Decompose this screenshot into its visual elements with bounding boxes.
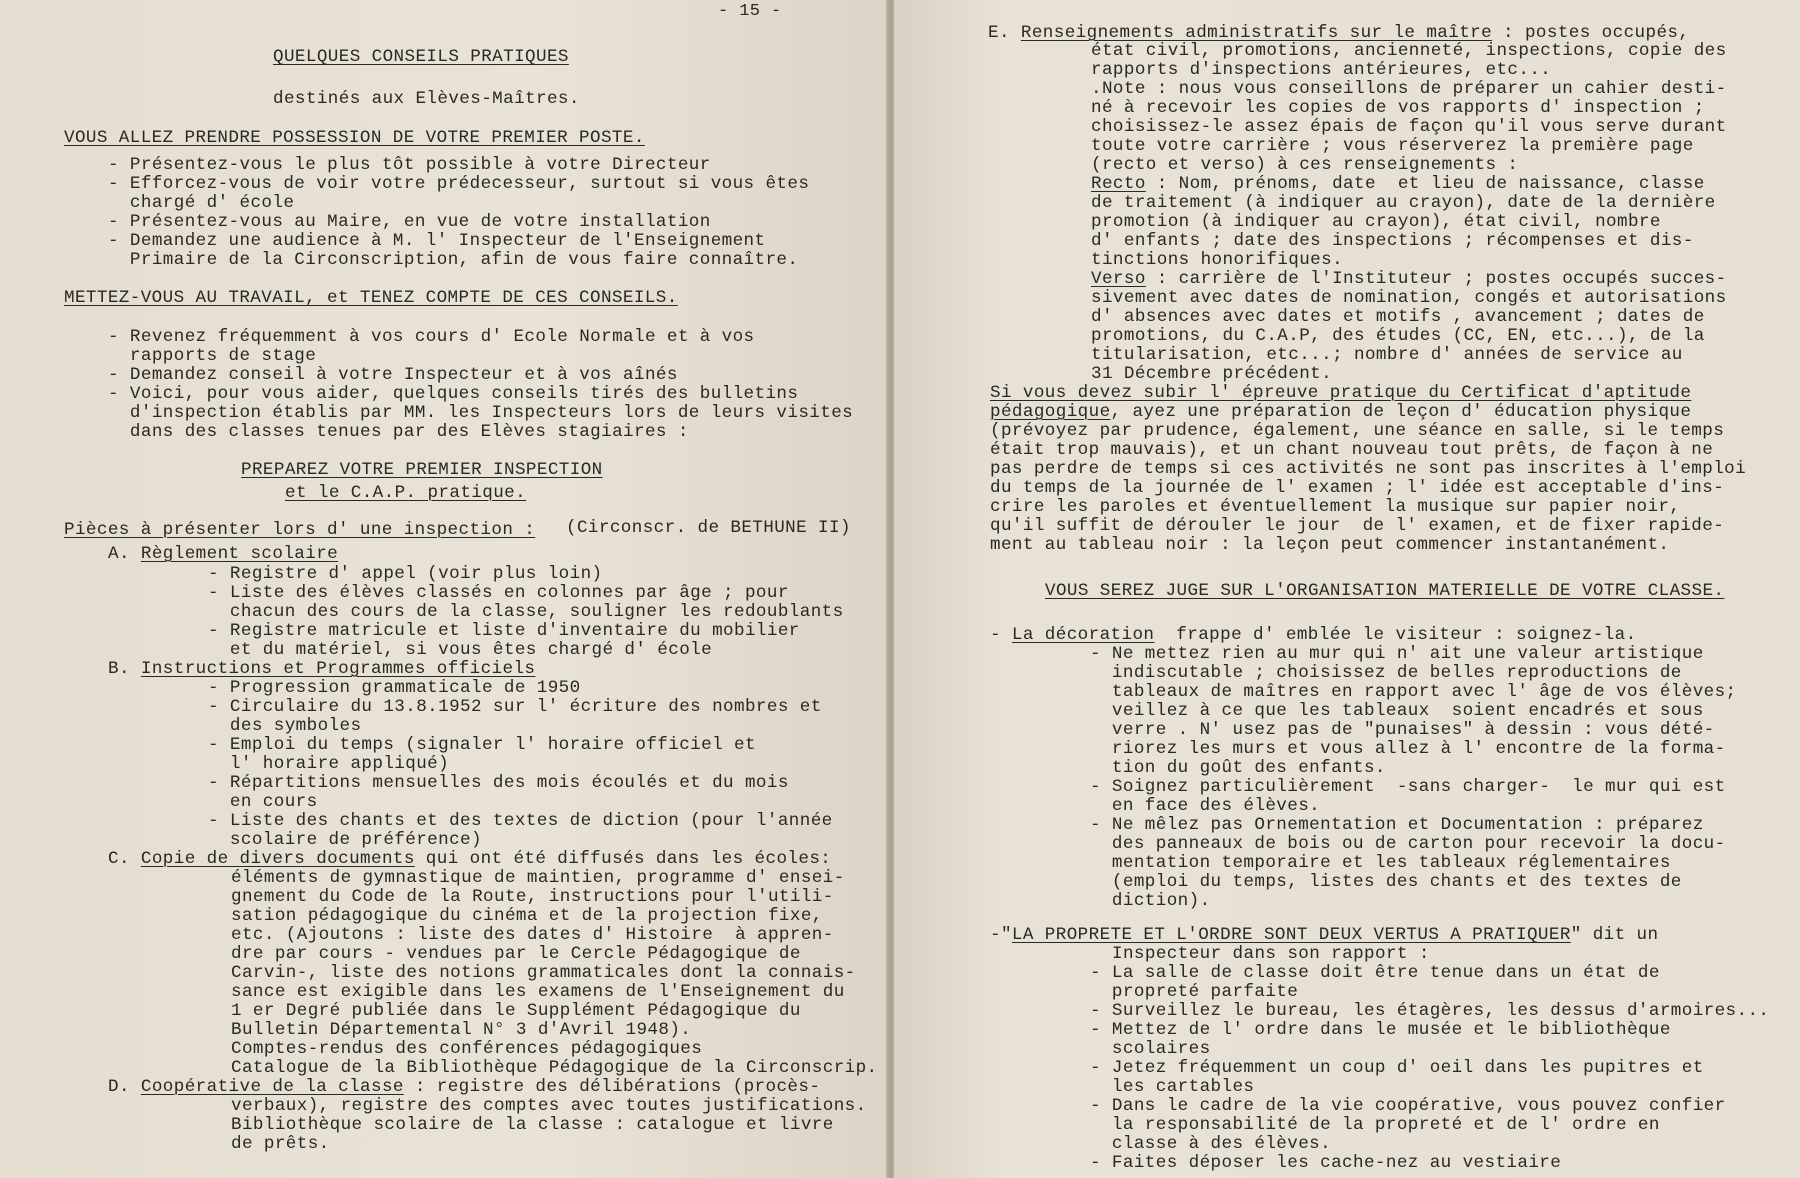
- paragraph-line: verbaux), registre des comptes avec toutes justifications.: [231, 1096, 867, 1116]
- list-item: - Liste des élèves classés en colonnes par âge ; pour: [208, 583, 789, 603]
- paragraph-line: dre par cours - vendues par le Cercle Pédagogique de: [231, 944, 801, 964]
- recto-line: de traitement (à indiquer au crayon), date de la dernière: [1091, 193, 1716, 213]
- list-item: - Emploi du temps (signaler l' horaire officiel et: [208, 735, 756, 755]
- list-item: l' horaire appliqué): [208, 754, 450, 774]
- verso-line: 31 Décembre précédent.: [1091, 364, 1333, 384]
- item-label-c: C. Copie de divers documents qui ont été diffusés dans les écoles:: [108, 849, 832, 869]
- doc-subtitle: destinés aux Elèves-Maîtres.: [273, 89, 580, 109]
- list-item: - Répartitions mensuelles des mois écoulés et du mois: [208, 773, 789, 793]
- recto-line: Recto : Nom, prénoms, date et lieu de naissance, classe: [1091, 174, 1705, 194]
- paragraph-line: gnement du Code de la Route, instructions pour l'utili-: [231, 887, 834, 907]
- cap-heading-cont: pédagogique: [990, 402, 1111, 422]
- item-title-e: Renseignements administratifs sur le maître: [1020, 23, 1493, 43]
- list-item: - Présentez-vous le plus tôt possible à votre Directeur: [108, 155, 711, 175]
- item-label-b: B. Instructions et Programmes officiels: [108, 659, 536, 679]
- list-item: d'inspection établis par MM. les Inspecteurs lors de leurs visites: [108, 403, 854, 423]
- section-heading-cap: et le C.A.P. pratique.: [285, 483, 527, 503]
- note-line: (recto et verso) à ces renseignements :: [1091, 155, 1519, 175]
- list-item: - Registre d' appel (voir plus loin): [208, 564, 603, 584]
- item-label-a: A. Règlement scolaire: [108, 544, 339, 564]
- section-heading-inspection: PREPAREZ VOTRE PREMIER INSPECTION: [241, 460, 603, 480]
- list-item: veillez à ce que les tableaux soient encadrés et sous: [1090, 701, 1704, 721]
- list-item: - Ne mêlez pas Ornementation et Documentation : préparez: [1090, 815, 1704, 835]
- list-item: - Surveillez le bureau, les étagères, les dessus d'armoires...: [1090, 1001, 1770, 1021]
- verso-line: Verso : carrière de l'Instituteur ; postes occupés succes-: [1091, 269, 1727, 289]
- decoration-title: La décoration: [1011, 625, 1155, 645]
- section-heading-organisation: VOUS SEREZ JUGE SUR L'ORGANISATION MATERIELLE DE VOTRE CLASSE.: [1045, 581, 1725, 601]
- right-page: [894, 0, 1800, 1178]
- list-item: indiscutable ; choisissez de belles reproductions de: [1090, 663, 1682, 683]
- cap-heading: Si vous devez subir l' épreuve pratique du Certificat d'aptitude: [990, 383, 1692, 403]
- cap-line: pas perdre de temps si ces activités ne sont pas inscrites à l'emploi: [990, 459, 1747, 479]
- item-title-b: Instructions et Programmes officiels: [140, 659, 536, 679]
- verso-line: sivement avec dates de nomination, congés et autorisations: [1091, 288, 1727, 308]
- item-label-e: E. Renseignements administratifs sur le maître : postes occupés,: [988, 23, 1690, 43]
- note-line: né à recevoir les copies de vos rapports d' inspection ;: [1091, 98, 1705, 118]
- paragraph-line: Comptes-rendus des conférences pédagogiques: [231, 1039, 703, 1059]
- list-item: - Liste des chants et des textes de diction (pour l'année: [208, 811, 833, 831]
- verso-line: promotions, du C.A.P, des études (CC, EN, etc...), de la: [1091, 326, 1705, 346]
- paragraph-line: sance est exigible dans les examens de l'Enseignement du: [231, 982, 845, 1002]
- cap-line: qu'il suffit de dérouler le jour de l' examen, et de fixer rapide-: [990, 516, 1725, 536]
- list-item: en cours: [208, 792, 318, 812]
- item-label-d: D. Coopérative de la classe : registre des délibérations (procès-: [108, 1077, 821, 1097]
- page-number: - 15 -: [718, 2, 782, 21]
- recto-line: d' enfants ; date des inspections ; récompenses et dis-: [1091, 231, 1694, 251]
- list-item: - Progression grammaticale de 1950: [208, 678, 581, 698]
- list-item: Inspecteur dans son rapport :: [1112, 944, 1430, 964]
- list-item: mentation temporaire et les tableaux réglementaires: [1090, 853, 1671, 873]
- paragraph-line: état civil, promotions, ancienneté, inspections, copie des: [1091, 41, 1727, 61]
- proprete-heading: -"LA PROPRETE ET L'ORDRE SONT DEUX VERTUS A PRATIQUER" dit un: [990, 925, 1659, 945]
- list-item: chargé d' école: [108, 193, 295, 213]
- list-item: la responsabilité de la propreté et de l' ordre en: [1090, 1115, 1660, 1135]
- list-item: - Jetez fréquemment un coup d' oeil dans les pupitres et: [1090, 1058, 1704, 1078]
- doc-title: QUELQUES CONSEILS PRATIQUES: [273, 47, 569, 67]
- recto-line: tinctions honorifiques.: [1091, 250, 1344, 270]
- section-heading-work: METTEZ-VOUS AU TRAVAIL, et TENEZ COMPTE DE CES CONSEILS.: [64, 288, 678, 308]
- cap-line: (prévoyez par prudence, également, une séance en salle, si le temps: [990, 421, 1725, 441]
- pieces-circonscription: (Circonscr. de BETHUNE II): [566, 518, 851, 538]
- list-item: tableaux de maîtres en rapport avec l' âge de vos élèves;: [1090, 682, 1737, 702]
- paragraph-line: de prêts.: [231, 1134, 330, 1154]
- cap-line: était trop mauvais), et un chant nouveau tout prêts, de façon à ne: [990, 440, 1714, 460]
- list-item: - Demandez une audience à M. l' Inspecteur de l'Enseignement: [108, 231, 766, 251]
- list-item: - Voici, pour vous aider, quelques conseils tirés des bulletins: [108, 384, 799, 404]
- list-item: diction).: [1090, 891, 1211, 911]
- list-item: scolaire de préférence): [208, 830, 482, 850]
- list-item: (emploi du temps, listes des chants et des textes de: [1090, 872, 1682, 892]
- list-item: - Circulaire du 13.8.1952 sur l' écriture des nombres et: [208, 697, 822, 717]
- list-item: - Présentez-vous au Maire, en vue de votre installation: [108, 212, 711, 232]
- paragraph-line: rapports d'inspections antérieures, etc...: [1091, 60, 1552, 80]
- list-item: et du matériel, si vous êtes chargé d' école: [208, 640, 713, 660]
- cap-line: crire les paroles et éventuellement la musique sur papier noir,: [990, 497, 1681, 517]
- list-item: riorez les murs et vous allez à l' encontre de la forma-: [1090, 739, 1726, 759]
- list-item: - Efforcez-vous de voir votre prédecesseur, surtout si vous êtes: [108, 174, 810, 194]
- note-line: toute votre carrière ; vous réserverez la première page: [1091, 136, 1694, 156]
- list-item: les cartables: [1090, 1077, 1255, 1097]
- list-item: des panneaux de bois ou de carton pour recevoir la docu-: [1090, 834, 1726, 854]
- section-heading-first-post: VOUS ALLEZ PRENDRE POSSESSION DE VOTRE PREMIER POSTE.: [64, 128, 645, 148]
- paragraph-line: Catalogue de la Bibliothèque Pédagogique de la Circonscrip.: [231, 1058, 878, 1078]
- list-item: - Demandez conseil à votre Inspecteur et à vos aînés: [108, 365, 678, 385]
- recto-line: promotion (à indiquer au crayon), état civil, nombre: [1091, 212, 1661, 232]
- recto-label: Recto: [1091, 174, 1146, 194]
- list-item: - Ne mettez rien au mur qui n' ait une valeur artistique: [1090, 644, 1704, 664]
- list-item: propreté parfaite: [1090, 982, 1299, 1002]
- list-item: verre . N' usez pas de "punaises" à dessin : vous dété-: [1090, 720, 1715, 740]
- list-item: - Faites déposer les cache-nez au vestiaire: [1090, 1153, 1562, 1173]
- paragraph-line: etc. (Ajoutons : liste des dates d' Histoire à appren-: [231, 925, 834, 945]
- list-item: scolaires: [1090, 1039, 1211, 1059]
- proprete-title: LA PROPRETE ET L'ORDRE SONT DEUX VERTUS A PRATIQUER: [1011, 925, 1571, 945]
- cap-line: pédagogique, ayez une préparation de leçon d' éducation physique: [990, 402, 1692, 422]
- paragraph-line: Bulletin Départemental N° 3 d'Avril 1948).: [231, 1020, 692, 1040]
- pieces-heading: Pièces à présenter lors d' une inspection :: [64, 520, 536, 540]
- list-item: - La salle de classe doit être tenue dans un état de: [1090, 963, 1660, 983]
- list-item: des symboles: [208, 716, 362, 736]
- note-line: choisissez-le assez épais de façon qu'il vous serve durant: [1091, 117, 1727, 137]
- list-item: classe à des élèves.: [1090, 1134, 1332, 1154]
- list-item: chacun des cours de la classe, souligner les redoublants: [208, 602, 844, 622]
- list-item: - Mettez de l' ordre dans le musée et le bibliothèque: [1090, 1020, 1671, 1040]
- paragraph-line: Bibliothèque scolaire de la classe : catalogue et livre: [231, 1115, 834, 1135]
- list-item: - Dans le cadre de la vie coopérative, vous pouvez confier: [1090, 1096, 1726, 1116]
- decoration-heading: - La décoration frappe d' emblée le visiteur : soignez-la.: [990, 625, 1637, 645]
- cap-line: du temps de la journée de l' examen ; l' idée est acceptable d'ins-: [990, 478, 1725, 498]
- list-item: en face des élèves.: [1090, 796, 1321, 816]
- item-title-a: Règlement scolaire: [140, 544, 339, 564]
- verso-line: d' absences avec dates et motifs , avancement ; dates de: [1091, 307, 1705, 327]
- item-title-c: Copie de divers documents: [140, 849, 415, 869]
- list-item: tion du goût des enfants.: [1090, 758, 1386, 778]
- paragraph-line: sation pédagogique du cinéma et de la projection fixe,: [231, 906, 823, 926]
- verso-label: Verso: [1091, 269, 1146, 289]
- list-item: - Revenez fréquemment à vos cours d' Ecole Normale et à vos: [108, 327, 755, 347]
- paragraph-line: Carvin-, liste des notions grammaticales dont la connais-: [231, 963, 856, 983]
- list-item: Primaire de la Circonscription, afin de vous faire connaître.: [108, 250, 799, 270]
- list-item: - Registre matricule et liste d'inventaire du mobilier: [208, 621, 800, 641]
- list-item: - Soignez particulièrement -sans charger- le mur qui est: [1090, 777, 1726, 797]
- left-page: [0, 0, 888, 1178]
- list-item: dans des classes tenues par des Elèves stagiaires :: [108, 422, 689, 442]
- item-title-d: Coopérative de la classe: [140, 1077, 404, 1097]
- list-item: rapports de stage: [108, 346, 317, 366]
- note-line: .Note : nous vous conseillons de préparer un cahier desti-: [1091, 79, 1727, 99]
- cap-line: ment au tableau noir : la leçon peut commencer instantanément.: [990, 535, 1670, 555]
- paragraph-line: éléments de gymnastique de maintien, programme d' ensei-: [231, 868, 845, 888]
- verso-line: titularisation, etc...; nombre d' années de service au: [1091, 345, 1683, 365]
- paragraph-line: 1 er Degré publiée dans le Supplément Pédagogique du: [231, 1001, 801, 1021]
